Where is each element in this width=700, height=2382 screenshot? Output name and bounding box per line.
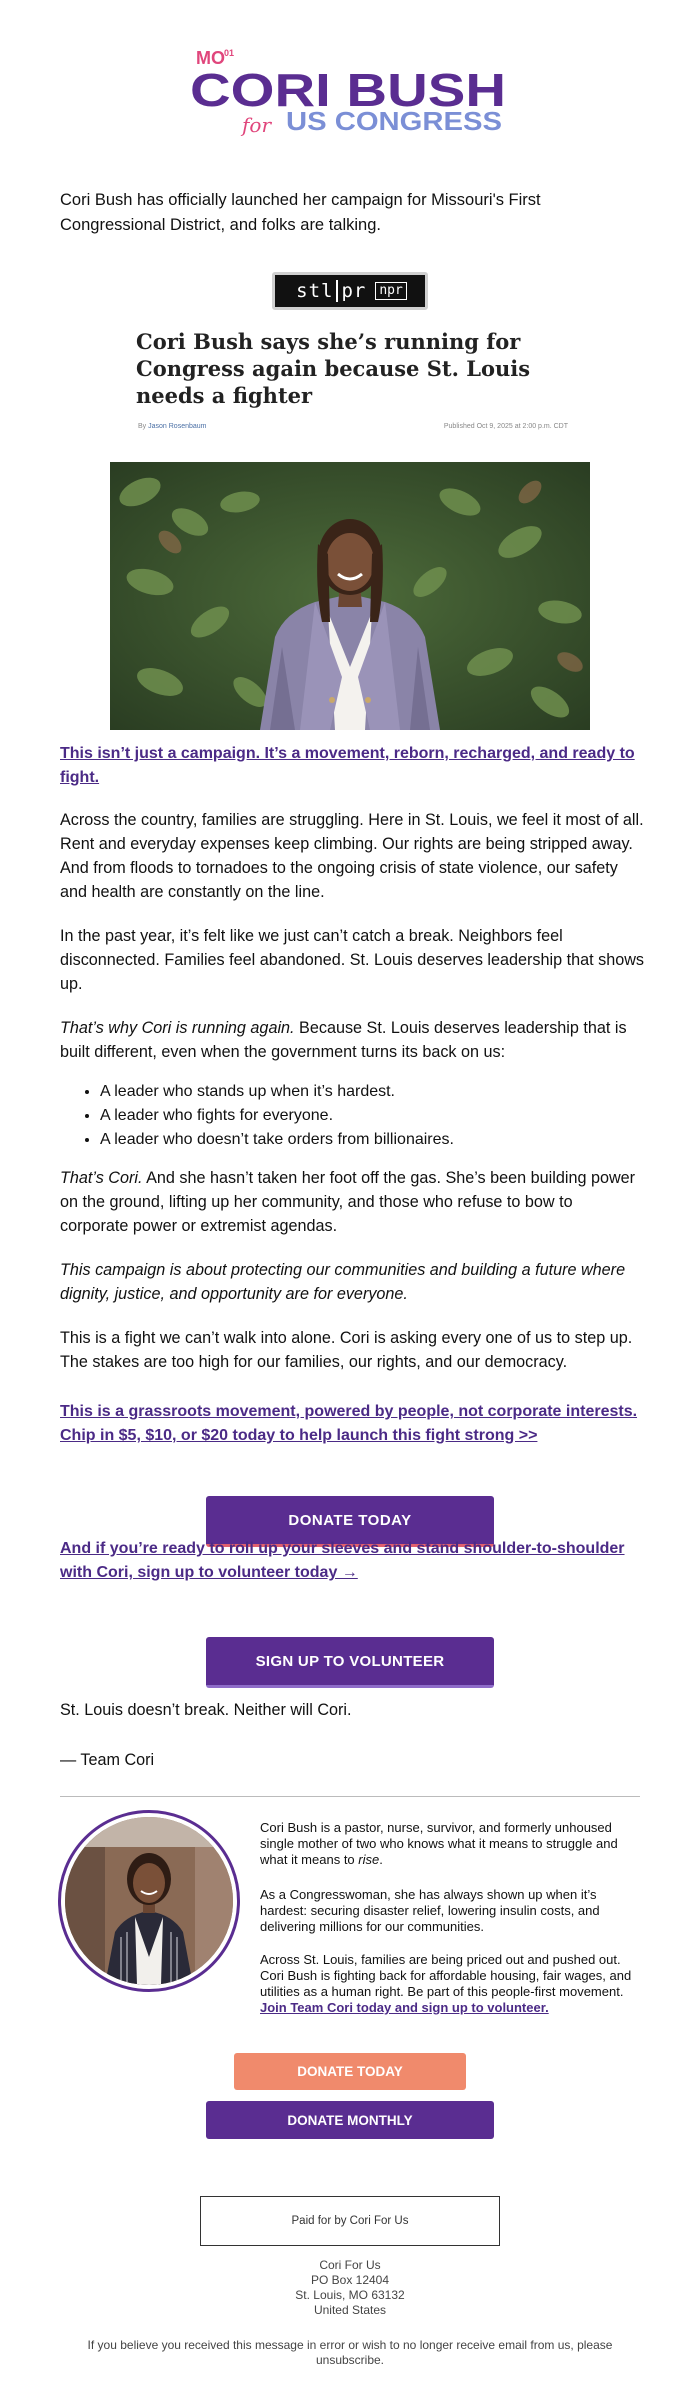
body-paragraph-5: This campaign is about protecting our communities and building a future where dignity, justice, and opportunity are for everyone. bbox=[60, 1261, 626, 1303]
body-paragraph-4: That’s Cori. And she hasn’t taken her foot off the gas. She’s been building power on the ground, lifting up her community, and those who refuse to bow to corporate power or extremist agendas. bbox=[60, 1169, 636, 1235]
article-meta bbox=[138, 423, 568, 430]
bio-portrait-image bbox=[65, 1817, 233, 1985]
article-published: Published Oct 9, 2025 at 2:00 p.m. CDT bbox=[443, 423, 568, 430]
bio-paragraph-3: Across St. Louis, families are being priced out and pushed out. Cori Bush is fighting back for affordable housing, fair wages, and utilities as a human right. Be part of this people-first movement. Join Team Cori today and sign up to volunteer. bbox=[260, 1952, 632, 2015]
portrait-image bbox=[110, 462, 590, 730]
article-headline[interactable]: Cori Bush says she’s running for Congress again because St. Louis needs a fighter bbox=[136, 329, 531, 408]
article-headline-block[interactable] bbox=[136, 328, 576, 409]
list-item: • A leader who stands up when it’s hardest. bbox=[100, 1080, 620, 1104]
logo-name: CORI BUSH bbox=[190, 64, 506, 116]
bio-avatar bbox=[58, 1810, 240, 1992]
logo-for: for bbox=[242, 113, 272, 136]
list-item: • A leader who fights for everyone. bbox=[100, 1104, 620, 1128]
body-paragraph-3: That’s why Cori is running again. Because St. Louis deserves leadership that is built different, even when the government turns its back on us: bbox=[60, 1019, 627, 1061]
campaign-logo bbox=[0, 36, 700, 136]
unsubscribe-note[interactable]: If you believe you received this message in error or wish to no longer receive email from us, please unsubscribe. bbox=[87, 2338, 613, 2367]
divider bbox=[60, 1796, 640, 1797]
npr-wordmark: npr bbox=[375, 282, 406, 300]
article-byline: By Jason Rosenbaum bbox=[138, 423, 207, 430]
logo-state: MO bbox=[196, 48, 225, 68]
leader-bullet-list bbox=[60, 1080, 620, 1152]
intro-text: Cori Bush has officially launched her campaign for Missouri's First Congressional District, and folks are talking. bbox=[60, 191, 541, 234]
sign-off: — Team Cori bbox=[60, 1751, 155, 1769]
volunteer-link[interactable]: And if you’re ready to roll up your sleeves and stand shoulder-to-shoulder with Cori, sign up to volunteer today → bbox=[60, 1540, 625, 1581]
article-author[interactable]: Jason Rosenbaum bbox=[148, 423, 207, 430]
cori-bush-logo-graphic bbox=[190, 36, 510, 136]
list-item: • A leader who doesn’t take orders from billionaires. bbox=[100, 1128, 620, 1152]
paid-for-disclaimer: Paid for by Cori For Us bbox=[200, 2196, 500, 2246]
donate-today-secondary-button[interactable]: DONATE TODAY bbox=[234, 2053, 466, 2090]
stlpr-wordmark: stl pr bbox=[293, 280, 369, 302]
grassroots-donate-link[interactable]: This is a grassroots movement, powered by people, not corporate interests. Chip in $5, $10, or $20 today to help launch this fight strong >> bbox=[60, 1403, 638, 1444]
join-team-cori-link[interactable]: Join Team Cori today and sign up to volunteer. bbox=[260, 2000, 549, 2015]
body-paragraph-6: This is a fight we can’t walk into alone. Cori is asking every one of us to step up. The stakes are too high for our families, our rights, and our democracy. bbox=[60, 1329, 633, 1371]
bio-paragraph-1: Cori Bush is a pastor, nurse, survivor, and formerly unhoused single mother of two who knows what it means to struggle and what it means to rise. bbox=[260, 1820, 618, 1867]
body-paragraph-2: In the past year, it’s felt like we just can’t catch a break. Neighbors feel disconnected. Families feel abandoned. St. Louis deserves leadership that shows up. bbox=[60, 927, 644, 993]
cori-bush-photo[interactable] bbox=[110, 462, 590, 730]
donate-monthly-button[interactable]: DONATE MONTHLY bbox=[206, 2101, 494, 2139]
body-paragraph-1: Across the country, families are struggling. Here in St. Louis, we feel it most of all. Rent and everyday expenses keep climbing. Our rights are being stripped away. And from floods to tornadoes to the ongoing crisis of state violence, our safety and health are constantly on the line. bbox=[60, 811, 644, 901]
bio-paragraph-2: As a Congresswoman, she has always shown up when it’s hardest: securing disaster relief, lowering insulin costs, and delivering millions for our communities. bbox=[260, 1887, 600, 1934]
donate-today-button[interactable]: DONATE TODAY bbox=[206, 1496, 494, 1547]
movement-link[interactable]: This isn’t just a campaign. It’s a movement, reborn, recharged, and ready to fight. bbox=[60, 745, 635, 786]
mailing-address: Cori For Us PO Box 12404 St. Louis, MO 63132 United States bbox=[295, 2258, 405, 2317]
sign-up-volunteer-button[interactable]: SIGN UP TO VOLUNTEER bbox=[206, 1637, 494, 1688]
stlpr-npr-badge[interactable] bbox=[272, 272, 428, 310]
logo-district: 01 bbox=[224, 48, 235, 58]
logo-congress: US CONGRESS bbox=[286, 106, 502, 136]
closing-line: St. Louis doesn’t break. Neither will Cori. bbox=[60, 1701, 352, 1719]
